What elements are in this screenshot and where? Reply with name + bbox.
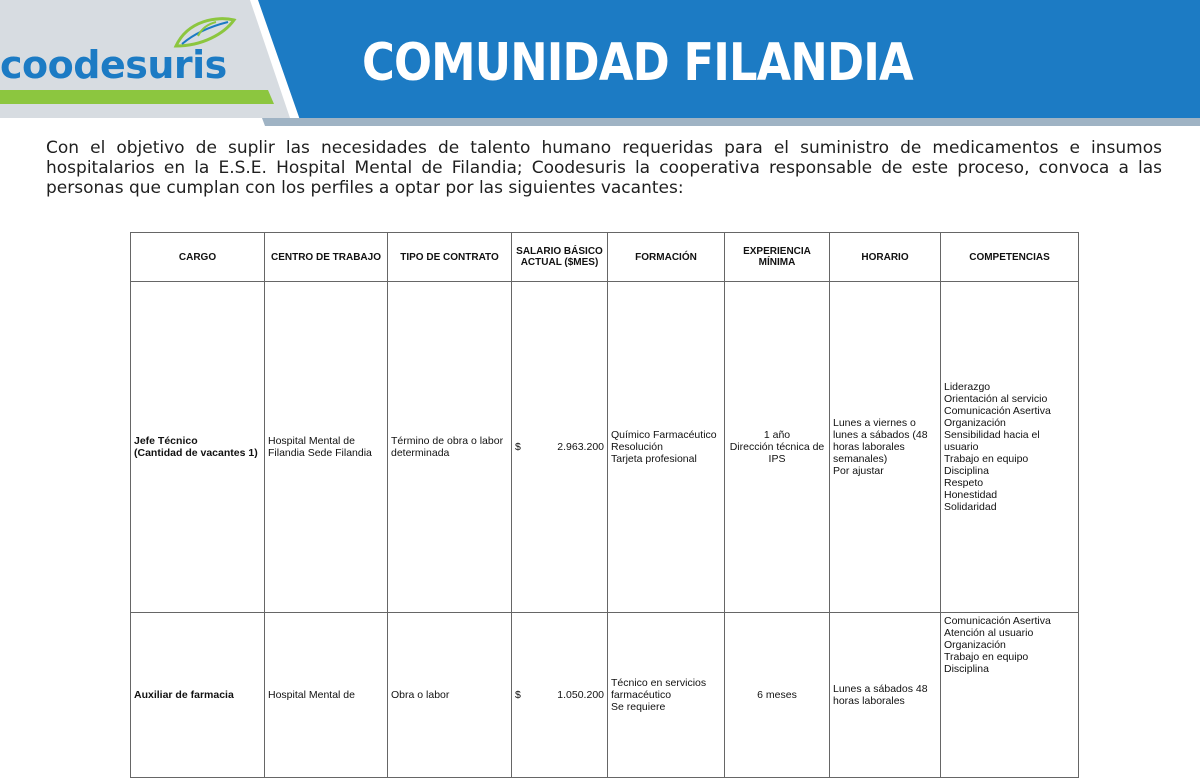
experiencia-item: Dirección técnica de IPS	[729, 441, 825, 465]
competencia-item: Comunicación Asertiva	[944, 615, 1051, 627]
competencia-item: Liderazgo	[944, 381, 991, 393]
formacion-cell	[608, 613, 725, 778]
formacion-item: Tarjeta profesional	[611, 453, 697, 465]
salario-value: 1.050.200	[557, 689, 604, 701]
page-title: COMUNIDAD FILANDIA	[362, 33, 913, 93]
competencias-cell	[941, 282, 1079, 613]
salario-value: 2.963.200	[557, 441, 604, 453]
horario-item: Lunes a viernes o lunes a sábados (48 horas laborales semanales)	[833, 417, 928, 465]
horario-item: Lunes a sábados 48 horas laborales	[833, 683, 928, 707]
experiencia-item: 1 año	[763, 429, 791, 441]
salario-cell	[512, 613, 608, 778]
cargo-cell	[131, 282, 265, 613]
header-centro-trabajo: CENTRO DE TRABAJO	[265, 233, 388, 282]
formacion-cell	[608, 282, 725, 613]
cargo-cell	[131, 613, 265, 778]
table-header-row	[131, 233, 1079, 282]
salario-cell	[512, 282, 608, 613]
experiencia-cell	[725, 613, 830, 778]
table-row	[131, 282, 1079, 613]
formacion-item: Se requiere	[611, 701, 666, 713]
table-row	[131, 613, 1079, 778]
centro-cell: Hospital Mental de	[265, 613, 388, 778]
horario-item: Por ajustar	[833, 465, 884, 477]
competencia-item: Disciplina	[944, 663, 989, 675]
competencia-item: Organización	[944, 417, 1006, 429]
competencia-item: Trabajo en equipo	[944, 651, 1029, 663]
competencia-item: Comunicación Asertiva	[944, 405, 1051, 417]
header-competencias: COMPETENCIAS	[941, 233, 1079, 282]
header-banner	[0, 0, 1200, 130]
header-salario: SALARIO BÁSICO ACTUAL ($MES)	[512, 233, 608, 282]
competencia-item: Disciplina	[944, 465, 989, 477]
currency-symbol: $	[515, 689, 521, 701]
currency-symbol: $	[515, 441, 521, 453]
logo-text: coodesuris	[0, 43, 227, 87]
competencia-item: Atención al usuario	[944, 627, 1034, 639]
formacion-item: Resolución	[611, 441, 663, 453]
competencia-item: Sensibilidad hacia el usuario	[944, 429, 1040, 453]
experiencia-item: 6 meses	[757, 689, 797, 701]
intro-paragraph: Con el objetivo de suplir las necesidades de talento humano requeridas para el suministro de medicamentos e insumos hospitalarios en la E.S.E. Hospital Mental de Filandia; Coodesuris la cooperativa responsable de este proceso, convoca a las personas que cumplan con los perfiles a optar por las siguientes vacantes:	[46, 138, 1162, 198]
contrato-cell: Obra o labor	[388, 613, 512, 778]
cargo-name: Jefe Técnico	[134, 435, 198, 447]
formacion-item: Químico Farmacéutico	[611, 429, 717, 441]
header-formacion: FORMACIÓN	[608, 233, 725, 282]
competencia-item: Respeto	[944, 477, 984, 489]
competencia-item: Orientación al servicio	[944, 393, 1048, 405]
formacion-item: Técnico en servicios farmacéutico	[611, 677, 707, 701]
centro-cell: Hospital Mental de Filandia Sede Filandia	[265, 282, 388, 613]
contrato-cell: Término de obra o labor determinada	[388, 282, 512, 613]
experiencia-cell	[725, 282, 830, 613]
cargo-vacancies: (Cantidad de vacantes 1)	[134, 447, 258, 459]
horario-cell	[830, 613, 941, 778]
header-experiencia: EXPERIENCIA MÍNIMA	[725, 233, 830, 282]
competencia-item: Solidaridad	[944, 501, 997, 513]
header-cargo: CARGO	[131, 233, 265, 282]
competencias-cell	[941, 613, 1079, 778]
competencia-item: Honestidad	[944, 489, 998, 501]
header-tipo-contrato: TIPO DE CONTRATO	[388, 233, 512, 282]
vacancies-table	[130, 232, 1079, 778]
competencia-item: Organización	[944, 639, 1006, 651]
header-horario: HORARIO	[830, 233, 941, 282]
competencia-item: Trabajo en equipo	[944, 453, 1029, 465]
cargo-name: Auxiliar de farmacia	[134, 689, 234, 701]
horario-cell	[830, 282, 941, 613]
